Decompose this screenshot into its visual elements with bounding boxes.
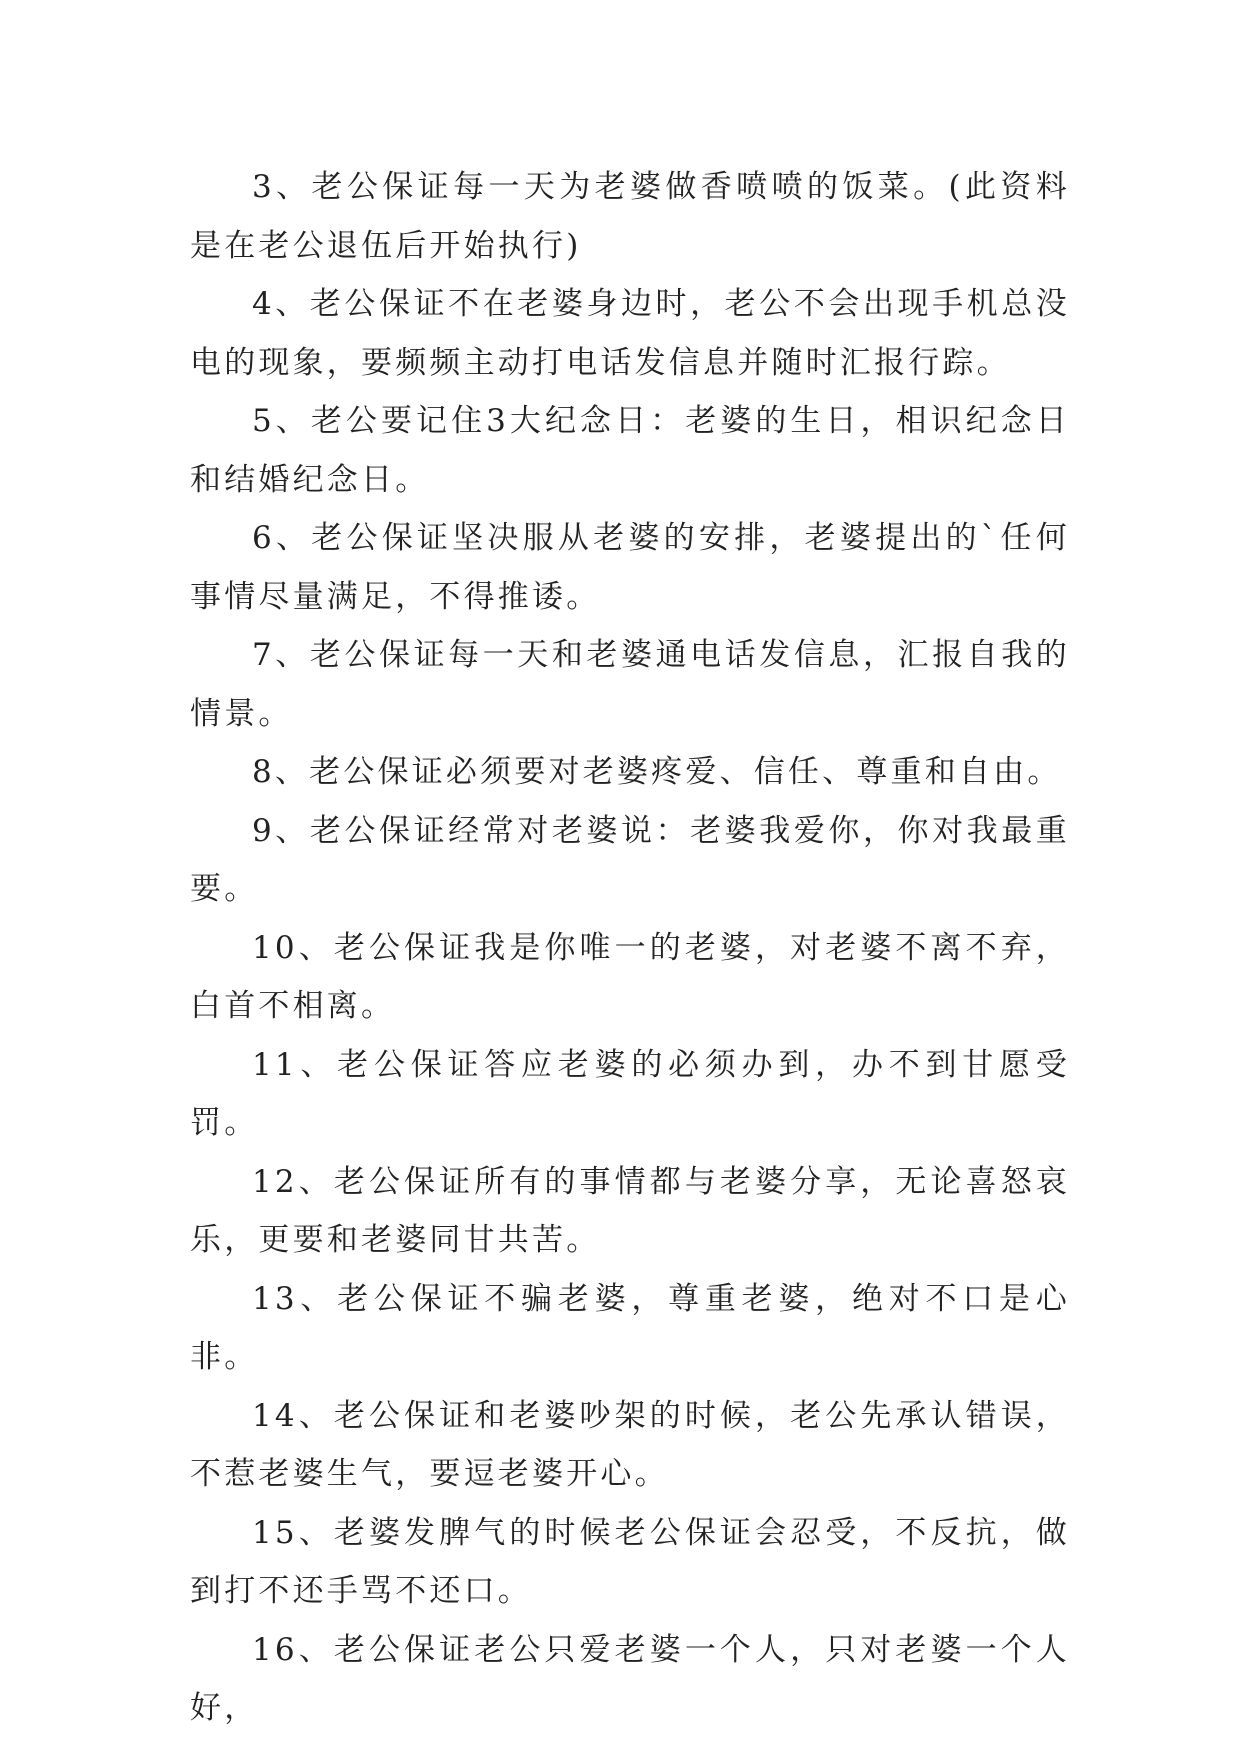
paragraph-9: 9、老公保证经常对老婆说：老婆我爱你，你对我最重要。 — [190, 812, 1070, 907]
paragraph-10: 10、老公保证我是你唯一的老婆，对老婆不离不弃，白首不相离。 — [190, 929, 1070, 1024]
document-body — [190, 158, 1070, 1738]
paragraph-8: 8、老公保证必须要对老婆疼爱、信任、尊重和自由。 — [252, 754, 1062, 790]
paragraph-11: 11、老公保证答应老婆的必须办到，办不到甘愿受罚。 — [190, 1046, 1070, 1141]
paragraph-5: 5、老公要记住3大纪念日：老婆的生日，相识纪念日和结婚纪念日。 — [190, 403, 1070, 498]
paragraph-14: 14、老公保证和老婆吵架的时候，老公先承认错误，不惹老婆生气，要逗老婆开心。 — [190, 1397, 1070, 1492]
paragraph-12: 12、老公保证所有的事情都与老婆分享，无论喜怒哀乐，更要和老婆同甘共苦。 — [190, 1163, 1070, 1258]
paragraph-6: 6、老公保证坚决服从老婆的安排，老婆提出的`任何事情尽量满足，不得推诿。 — [190, 520, 1070, 615]
paragraph-15: 15、老婆发脾气的时候老公保证会忍受，不反抗，做到打不还手骂不还口。 — [190, 1514, 1070, 1609]
paragraph-13: 13、老公保证不骗老婆，尊重老婆，绝对不口是心非。 — [190, 1280, 1070, 1375]
paragraph-7: 7、老公保证每一天和老婆通电话发信息，汇报自我的情景。 — [190, 637, 1070, 732]
paragraph-16: 16、老公保证老公只爱老婆一个人，只对老婆一个人好， — [190, 1631, 1070, 1726]
paragraph-4: 4、老公保证不在老婆身边时，老公不会出现手机总没电的现象，要频频主动打电话发信息并随时汇报行踪。 — [190, 286, 1070, 381]
paragraph-3: 3、老公保证每一天为老婆做香喷喷的饭菜。(此资料是在老公退伍后开始执行) — [190, 169, 1070, 264]
